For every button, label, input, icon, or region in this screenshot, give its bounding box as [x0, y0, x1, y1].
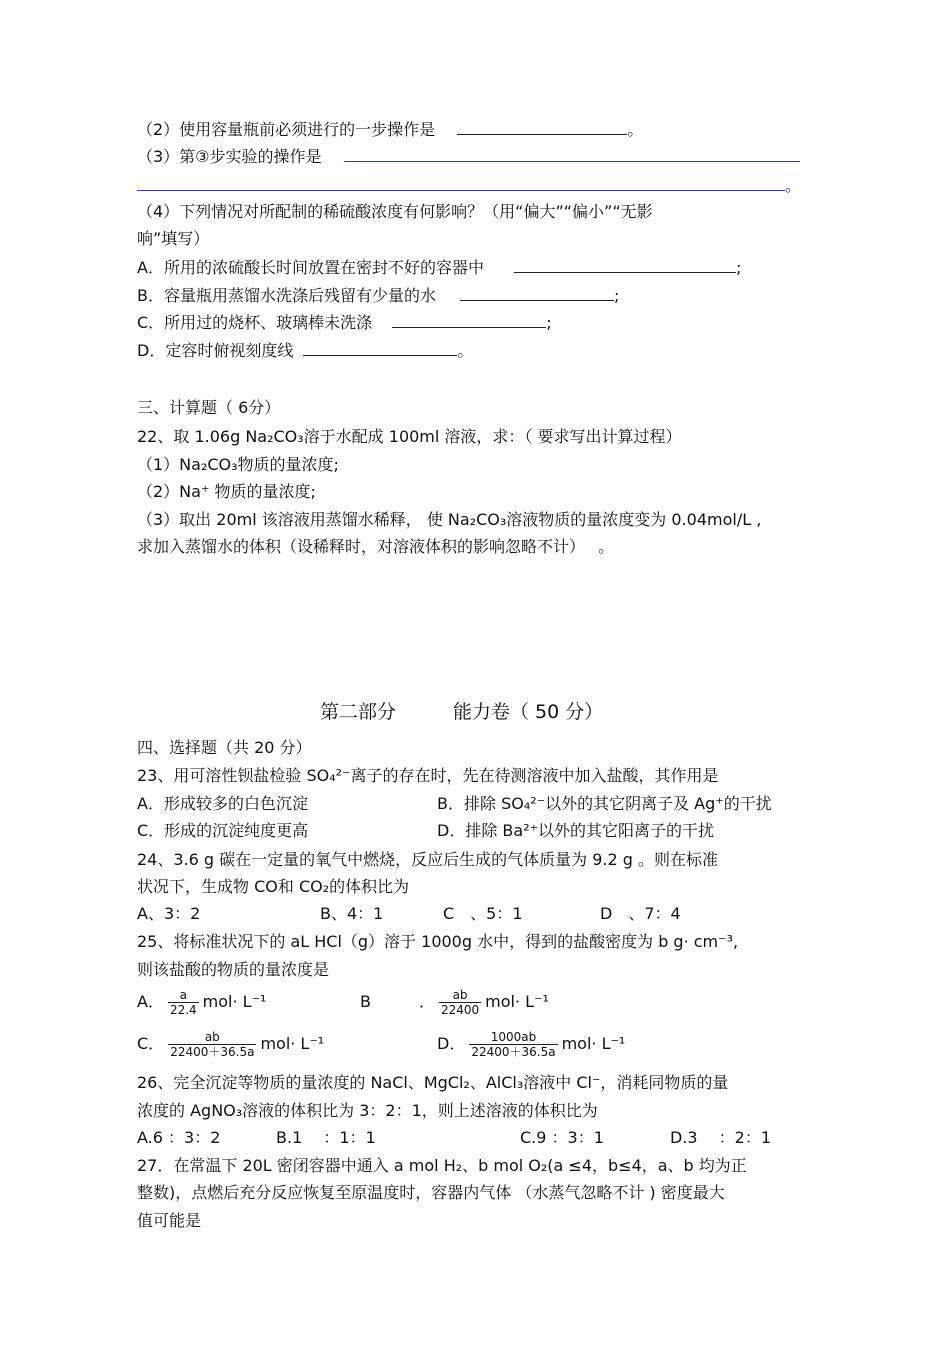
q27-cont2: 值可能是 — [137, 1211, 202, 1230]
q27: 27．在常温下 20L 密闭容器中通入 a mol H₂、b mol O₂(a ≤4，b≤4，a、b 均为正 — [137, 1156, 747, 1175]
q25-cont: 则该盐酸的物质的量浓度是 — [137, 960, 330, 979]
q21-4-cont: 响”填写） — [137, 229, 210, 248]
answer-blank[interactable] — [137, 176, 785, 191]
q22-3: （3）取出 20ml 该溶液用蒸馏水稀释， 使 Na₂CO₃溶液物质的量浓度变为 0.04mol/L , — [137, 510, 762, 529]
q23-option-b: B．排除 SO₄²⁻以外的其它阴离子及 Ag⁺的干扰 — [437, 794, 772, 813]
q25-option-b: B ． $\frac{ab}{22400}$ mol· L⁻¹ — [360, 988, 549, 1017]
option-a: A．所用的浓硫酸长时间放置在密封不好的容器中 ; — [137, 258, 742, 277]
fraction: $\frac{1000ab}{22400+36.5a}$ — [471, 1030, 556, 1059]
q26-option-c: C.9 ：3：1 — [520, 1128, 604, 1147]
section-4-heading: 四、选择题（共 20 分） — [137, 738, 312, 757]
q26: 26、完全沉淀等物质的量浓度的 NaCl、MgCl₂、AlCl₃溶液中 Cl⁻，消耗同物质的量 — [137, 1073, 729, 1092]
q25-option-a: A． $\frac{a}{22.4}$ mol· L⁻¹ — [137, 988, 267, 1017]
q26-cont: 浓度的 AgNO₃溶液的体积比为 3：2：1，则上述溶液的体积比为 — [137, 1101, 598, 1120]
answer-blank[interactable] — [514, 258, 736, 273]
q21-3-cont: 。 — [137, 176, 801, 196]
q21-4: （4）下列情况对所配制的稀硫酸浓度有何影响？（用“偏大”“偏小”“无影 — [137, 202, 653, 221]
q27-cont: 整数)，点燃后充分反应恢复至原温度时，容器内气体 （水蒸气忽略不计 ) 密度最大 — [137, 1183, 725, 1202]
q22: 22、取 1.06g Na₂CO₃溶于水配成 100ml 溶液，求：（ 要求写出计算过程） — [137, 427, 682, 446]
q21-2: （2）使用容量瓶前必须进行的一步操作是 。 — [137, 120, 644, 139]
answer-blank[interactable] — [457, 120, 627, 135]
q26-option-d: D.3 ：2：1 — [670, 1128, 772, 1147]
fraction: $\frac{ab}{22400}$ — [440, 988, 480, 1017]
q24-option-a: A、3：2 — [137, 904, 201, 923]
fraction: $\frac{a}{22.4}$ — [169, 988, 197, 1017]
section-3-heading: 三、计算题（ 6分） — [137, 398, 281, 417]
q22-1: （1）Na₂CO₃物质的量浓度; — [137, 455, 339, 474]
option-d: D．定容时俯视刻度线 。 — [137, 341, 474, 360]
fraction: $\frac{ab}{22400+36.5a}$ — [170, 1030, 255, 1059]
q24-option-b: B、4：1 — [320, 904, 384, 923]
q24: 24、3.6 g 碳在一定量的氧气中燃烧，反应后生成的气体质量为 9.2 g 。则在标准 — [137, 850, 718, 869]
option-b: B．容量瓶用蒸馏水洗涤后残留有少量的水 ; — [137, 286, 620, 305]
q23-option-c: C．形成的沉淀纯度更高 — [137, 821, 309, 840]
q23-option-a: A．形成较多的白色沉淀 — [137, 794, 308, 813]
option-c: C．所用过的烧杯、玻璃棒未洗涤 ; — [137, 313, 552, 332]
q22-2: （2）Na⁺ 物质的量浓度; — [137, 482, 316, 501]
q24-cont: 状况下，生成物 CO和 CO₂的体积比为 — [137, 877, 410, 896]
q26-option-a: A.6 ：3：2 — [137, 1128, 221, 1147]
q21-3: （3）第③步实验的操作是 — [137, 147, 800, 167]
answer-blank[interactable] — [460, 286, 614, 301]
answer-blank[interactable] — [303, 341, 457, 356]
q23: 23、用可溶性钡盐检验 SO₄²⁻离子的存在时，先在待测溶液中加入盐酸，其作用是 — [137, 766, 719, 785]
q26-option-b: B.1 ：1：1 — [276, 1128, 376, 1147]
q25: 25、将标准状况下的 aL HCl（g）溶于 1000g 水中，得到的盐酸密度为 b g· cm⁻³, — [137, 932, 739, 951]
part-2-title: 第二部分 能力卷（ 50 分） — [320, 701, 604, 723]
q25-option-d: D． $\frac{1000ab}{22400+36.5a}$ mol· L⁻¹ — [437, 1030, 626, 1059]
q24-option-d: D 、7：4 — [600, 904, 681, 923]
answer-blank[interactable] — [344, 147, 800, 162]
q25-option-c: C． $\frac{ab}{22400+36.5a}$ mol· L⁻¹ — [137, 1030, 325, 1059]
q24-option-c: C 、5：1 — [443, 904, 523, 923]
q22-4: 求加入蒸馏水的体积（设稀释时，对溶液体积的影响忽略不计） 。 — [137, 537, 615, 556]
q23-option-d: D．排除 Ba²⁺以外的其它阳离子的干扰 — [437, 821, 715, 840]
answer-blank[interactable] — [392, 313, 546, 328]
